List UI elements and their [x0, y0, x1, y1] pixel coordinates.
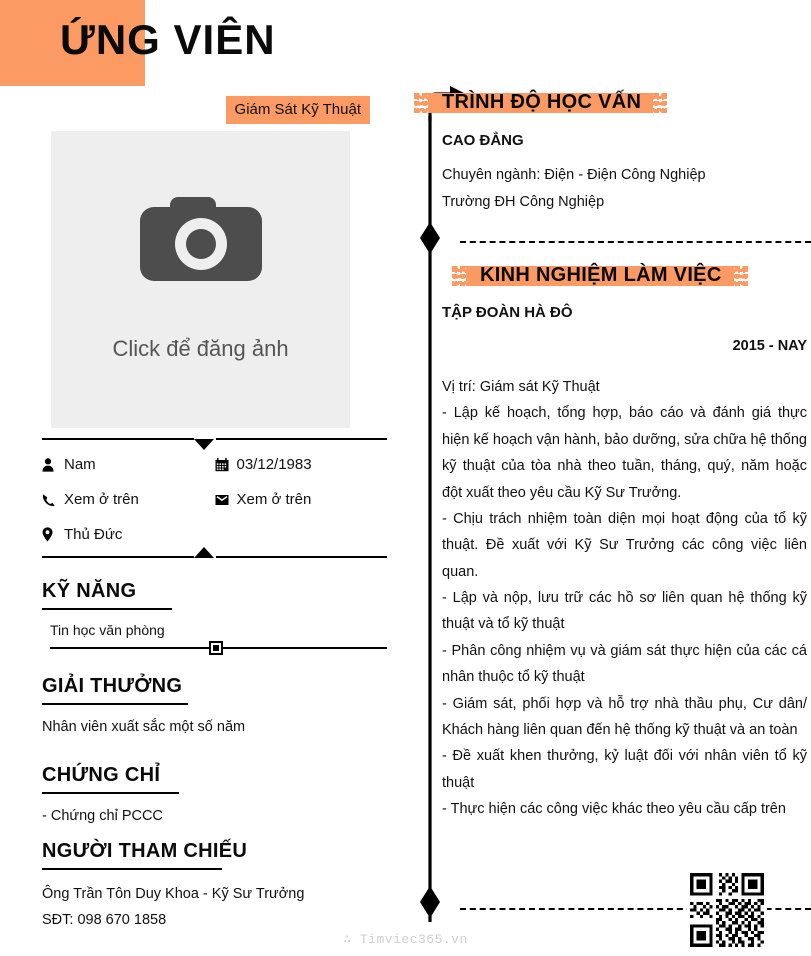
location-icon [42, 527, 64, 542]
duty-item: - Phân công nhiệm vụ và giám sát thực hiện của các cá nhân thuộc tổ kỹ thuật [442, 642, 807, 686]
section-title-awards: GIẢI THƯỞNG [42, 675, 183, 697]
info-row [42, 456, 387, 473]
triangle-down-marker [194, 439, 214, 450]
section-experience [442, 264, 807, 822]
education-school: Trường ĐH Công Nghiệp [442, 194, 605, 210]
section-skills [42, 580, 387, 655]
photo-upload-box[interactable] [51, 131, 350, 428]
triangle-up-marker [194, 547, 214, 558]
section-education [442, 91, 807, 210]
experience-period: 2015 - NAY [732, 338, 807, 354]
section-awards [42, 675, 387, 739]
envelope-icon [215, 494, 237, 506]
education-title-wrap [442, 91, 641, 114]
right-column [412, 86, 811, 956]
info-item-email [215, 491, 388, 508]
duty-item: - Lập và nộp, lưu trữ các hồ sơ liên quan hệ thống kỹ thuật và tổ kỹ thuật [442, 590, 807, 633]
duty-item: - Chịu trách nhiệm toàn diện mọi hoạt động của tổ kỹ thuật. Đề xuất với Kỹ Sư Trưởng các công việc liên quan. [442, 510, 807, 580]
experience-company: TẬP ĐOÀN HÀ ĐÔ [442, 304, 573, 321]
phone-icon [42, 493, 64, 507]
skill-label: Tin học văn phòng [50, 622, 165, 638]
section-rule [42, 608, 172, 610]
info-value: Thủ Đức [64, 526, 123, 543]
cv-body [0, 86, 811, 956]
info-value: Xem ở trên [236, 491, 312, 508]
section-title-education: TRÌNH ĐỘ HỌC VẤN [442, 91, 642, 113]
reference-phone: SĐT: 098 670 1858 [42, 911, 167, 928]
duty-item: - Đề xuất khen thưởng, kỷ luật đối với nhân viên tổ kỹ thuật [442, 748, 807, 791]
education-major: Chuyên ngành: Điện - Điện Công Nghiệp [442, 167, 706, 183]
section-references [42, 840, 387, 932]
experience-position: Vị trí: Giám sát Kỹ Thuật [442, 379, 600, 395]
info-item-birthdate [215, 456, 388, 473]
personal-info-grid [42, 456, 387, 561]
photo-upload-label: Click để đăng ảnh [112, 336, 289, 361]
info-value: Xem ở trên [64, 491, 139, 508]
certificates-body: - Chứng chỉ PCCC [42, 808, 163, 824]
person-icon [42, 458, 64, 472]
divider-info-top-right [216, 438, 387, 440]
section-title-skills: KỸ NĂNG [42, 580, 137, 602]
experience-title-wrap [480, 264, 722, 287]
watermark-text: Timviec365.vn [359, 932, 468, 947]
page-title: ỨNG VIÊN [60, 16, 276, 63]
info-item-location [42, 526, 215, 543]
watermark-prefix: ∴ [343, 932, 352, 947]
info-item-empty [215, 526, 388, 543]
section-rule [42, 792, 179, 794]
divider-info-top-left [42, 438, 194, 440]
info-item-phone [42, 491, 215, 508]
camera-icon [138, 187, 264, 292]
job-title-badge: Giám Sát Kỹ Thuật [226, 96, 370, 124]
info-value: 03/12/1983 [236, 456, 312, 473]
duty-item: - Lập kế hoạch, tổng hợp, báo cáo và đánh giá thực hiện kế hoạch vận hành, bảo dưỡng, sửa chữa hệ thống kỹ thuật của tòa nhà theo tuần, tháng, quý, năm hoặc đột xuất theo yêu cầu Kỹ Sư Trưởng. [442, 405, 807, 501]
section-title-certificates: CHỨNG CHỈ [42, 764, 161, 786]
section-rule [42, 703, 188, 705]
calendar-icon [215, 458, 237, 472]
divider-info-bottom-left [42, 556, 194, 558]
divider-dashed-top [460, 241, 811, 243]
skill-slider[interactable] [42, 641, 387, 655]
section-certificates [42, 764, 387, 828]
info-row [42, 491, 387, 508]
skill-slider-handle[interactable] [209, 641, 223, 655]
experience-details [442, 374, 807, 822]
reference-name: Ông Trần Tôn Duy Khoa - Kỹ Sư Trưởng [42, 886, 305, 902]
left-column [0, 86, 412, 956]
info-value: Nam [64, 456, 96, 473]
section-rule [42, 868, 222, 870]
watermark [0, 932, 811, 947]
education-degree: CAO ĐẲNG [442, 132, 524, 149]
awards-body: Nhân viên xuất sắc một số năm [42, 719, 246, 735]
page-header [0, 0, 811, 86]
info-item-gender [42, 456, 215, 473]
duty-item: - Giám sát, phối hợp và hỗ trợ nhà thầu phụ, Cư dân/ Khách hàng liên quan đến hệ thống kỹ thuật và an toàn [442, 695, 807, 738]
section-title-references: NGƯỜI THAM CHIẾU [42, 840, 248, 862]
duty-item: - Thực hiện các công việc khác theo yêu cầu cấp trên [442, 801, 786, 817]
divider-info-bottom-right [216, 556, 387, 558]
info-row [42, 526, 387, 543]
section-title-experience: KINH NGHIỆM LÀM VIỆC [480, 264, 722, 286]
